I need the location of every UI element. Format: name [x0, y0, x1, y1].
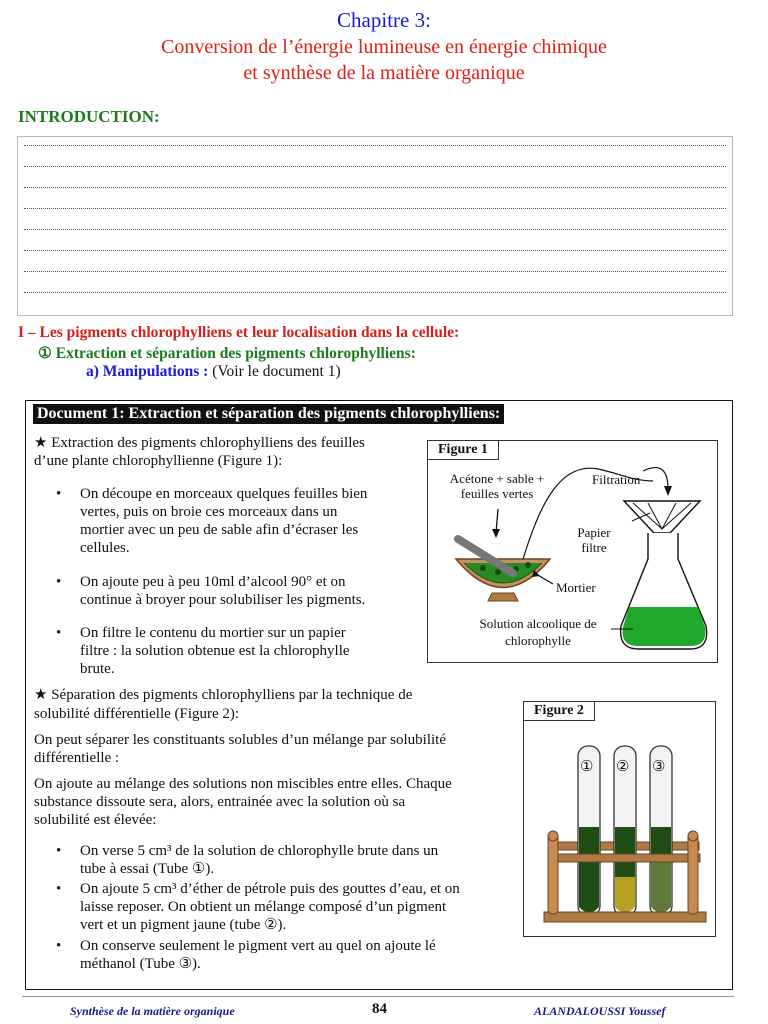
separation-intro: solubilité différentielle (Figure 2): [34, 706, 240, 722]
test-tubes-illustration [524, 702, 715, 936]
figure-2-label: Figure 2 [523, 701, 595, 721]
introduction-answer-box [17, 136, 733, 316]
chapter-number: Chapitre 3: [337, 8, 431, 32]
bullet-glyph: • [56, 938, 62, 954]
dotted-line [24, 208, 726, 209]
paragraph: solubilité est élevée: [34, 812, 157, 828]
list-item-line: vertes, puis on broie ces morceaux dans un [80, 504, 338, 520]
footer-divider [22, 996, 734, 997]
list-item [56, 842, 439, 878]
figure-2 [523, 701, 716, 937]
dotted-line [24, 271, 726, 272]
dotted-line [24, 187, 726, 188]
paragraph: On ajoute au mélange des solutions non miscibles entre elles. Chaque [34, 776, 452, 792]
page-number: 84 [372, 1001, 387, 1017]
bullet-glyph: • [56, 574, 62, 590]
list-item-line: cellules. [80, 540, 130, 556]
list-item [56, 624, 350, 678]
list-item-line: On découpe en morceaux quelques feuilles bien [80, 486, 368, 502]
list-item-line: On verse 5 cm³ de la solution de chlorophylle brute dans un [80, 843, 439, 859]
list-item-line: filtre : la solution obtenue est la chlorophylle [80, 643, 350, 659]
list-item [56, 573, 366, 609]
list-item-line: On filtre le contenu du mortier sur un papier [80, 625, 346, 641]
manipulations-reference: (Voir le document 1) [208, 363, 341, 380]
list-item-line: brute. [80, 661, 115, 677]
list-item-line: vert et un pigment jaune (tube ②). [80, 917, 287, 933]
separation-intro: ★ Séparation des pigments chlorophylliens par la technique de [34, 687, 413, 703]
dotted-line [24, 250, 726, 251]
bullet-glyph: • [56, 843, 62, 859]
list-item [56, 880, 460, 934]
footer-subject: Synthèse de la matière organique [70, 1004, 235, 1018]
figure-1-label: Figure 1 [427, 440, 499, 460]
manipulations-label: a) Manipulations : [86, 363, 209, 380]
section-heading: I – Les pigments chlorophylliens et leur localisation dans la cellule: [18, 324, 460, 341]
list-item-line: tube à essai (Tube ①). [80, 861, 215, 877]
solution-label: Solution alcoolique de chlorophylle [479, 616, 597, 648]
figure-1 [427, 440, 718, 663]
mortar-label: Mortier [556, 580, 596, 595]
introduction-heading: INTRODUCTION: [18, 107, 160, 126]
bullet-glyph: • [56, 625, 62, 641]
list-item-line: On ajoute 5 cm³ d’éther de pétrole puis des gouttes d’eau, et on [80, 881, 460, 897]
tube-2-label: ② [616, 759, 630, 775]
paragraph: substance dissoute sera, alors, entrainée avec la solution où sa [34, 794, 406, 810]
tube-3-label: ③ [652, 759, 666, 775]
list-item-line: laisse reposer. On obtient un mélange composé d’un pigment [80, 899, 447, 915]
dotted-line [24, 166, 726, 167]
list-item [56, 485, 368, 557]
dotted-line [24, 292, 726, 293]
filter-paper-label: Papier filtre [577, 525, 611, 555]
list-item-line: mortier avec un peu de sable afin d’écraser les [80, 522, 359, 538]
list-item-line: continue à broyer pour solubiliser les pigments. [80, 592, 366, 608]
list-item-line: On conserve seulement le pigment vert au quel on ajoute lé [80, 938, 436, 954]
subsection-heading: ① Extraction et séparation des pigments chlorophylliens: [38, 345, 416, 362]
footer-author: ALANDALOUSSI Youssef [534, 1004, 666, 1018]
paragraph: différentielle : [34, 750, 120, 766]
list-item-line: méthanol (Tube ③). [80, 956, 201, 972]
filtration-label: Filtration [592, 472, 641, 487]
chapter-title-line1: Conversion de l’énergie lumineuse en énergie chimique [161, 36, 607, 58]
list-item [56, 937, 436, 973]
bullet-glyph: • [56, 486, 62, 502]
ingredients-label: Acétone + sable + feuilles vertes [449, 471, 545, 501]
document-1-title: Document 1: Extraction et séparation des pigments chlorophylliens: [33, 404, 504, 424]
chapter-title-line2: et synthèse de la matière organique [243, 62, 525, 84]
list-item-line: On ajoute peu à peu 10ml d’alcool 90° et on [80, 574, 346, 590]
tube-1-label: ① [580, 759, 594, 775]
dotted-line [24, 145, 726, 146]
manipulations-line [86, 363, 341, 381]
extraction-intro: d’une plante chlorophyllienne (Figure 1): [34, 453, 283, 469]
dotted-line [24, 229, 726, 230]
paragraph: On peut séparer les constituants solubles d’un mélange par solubilité [34, 732, 446, 748]
extraction-intro: ★ Extraction des pigments chlorophylliens des feuilles [34, 435, 365, 451]
bullet-glyph: • [56, 881, 62, 897]
